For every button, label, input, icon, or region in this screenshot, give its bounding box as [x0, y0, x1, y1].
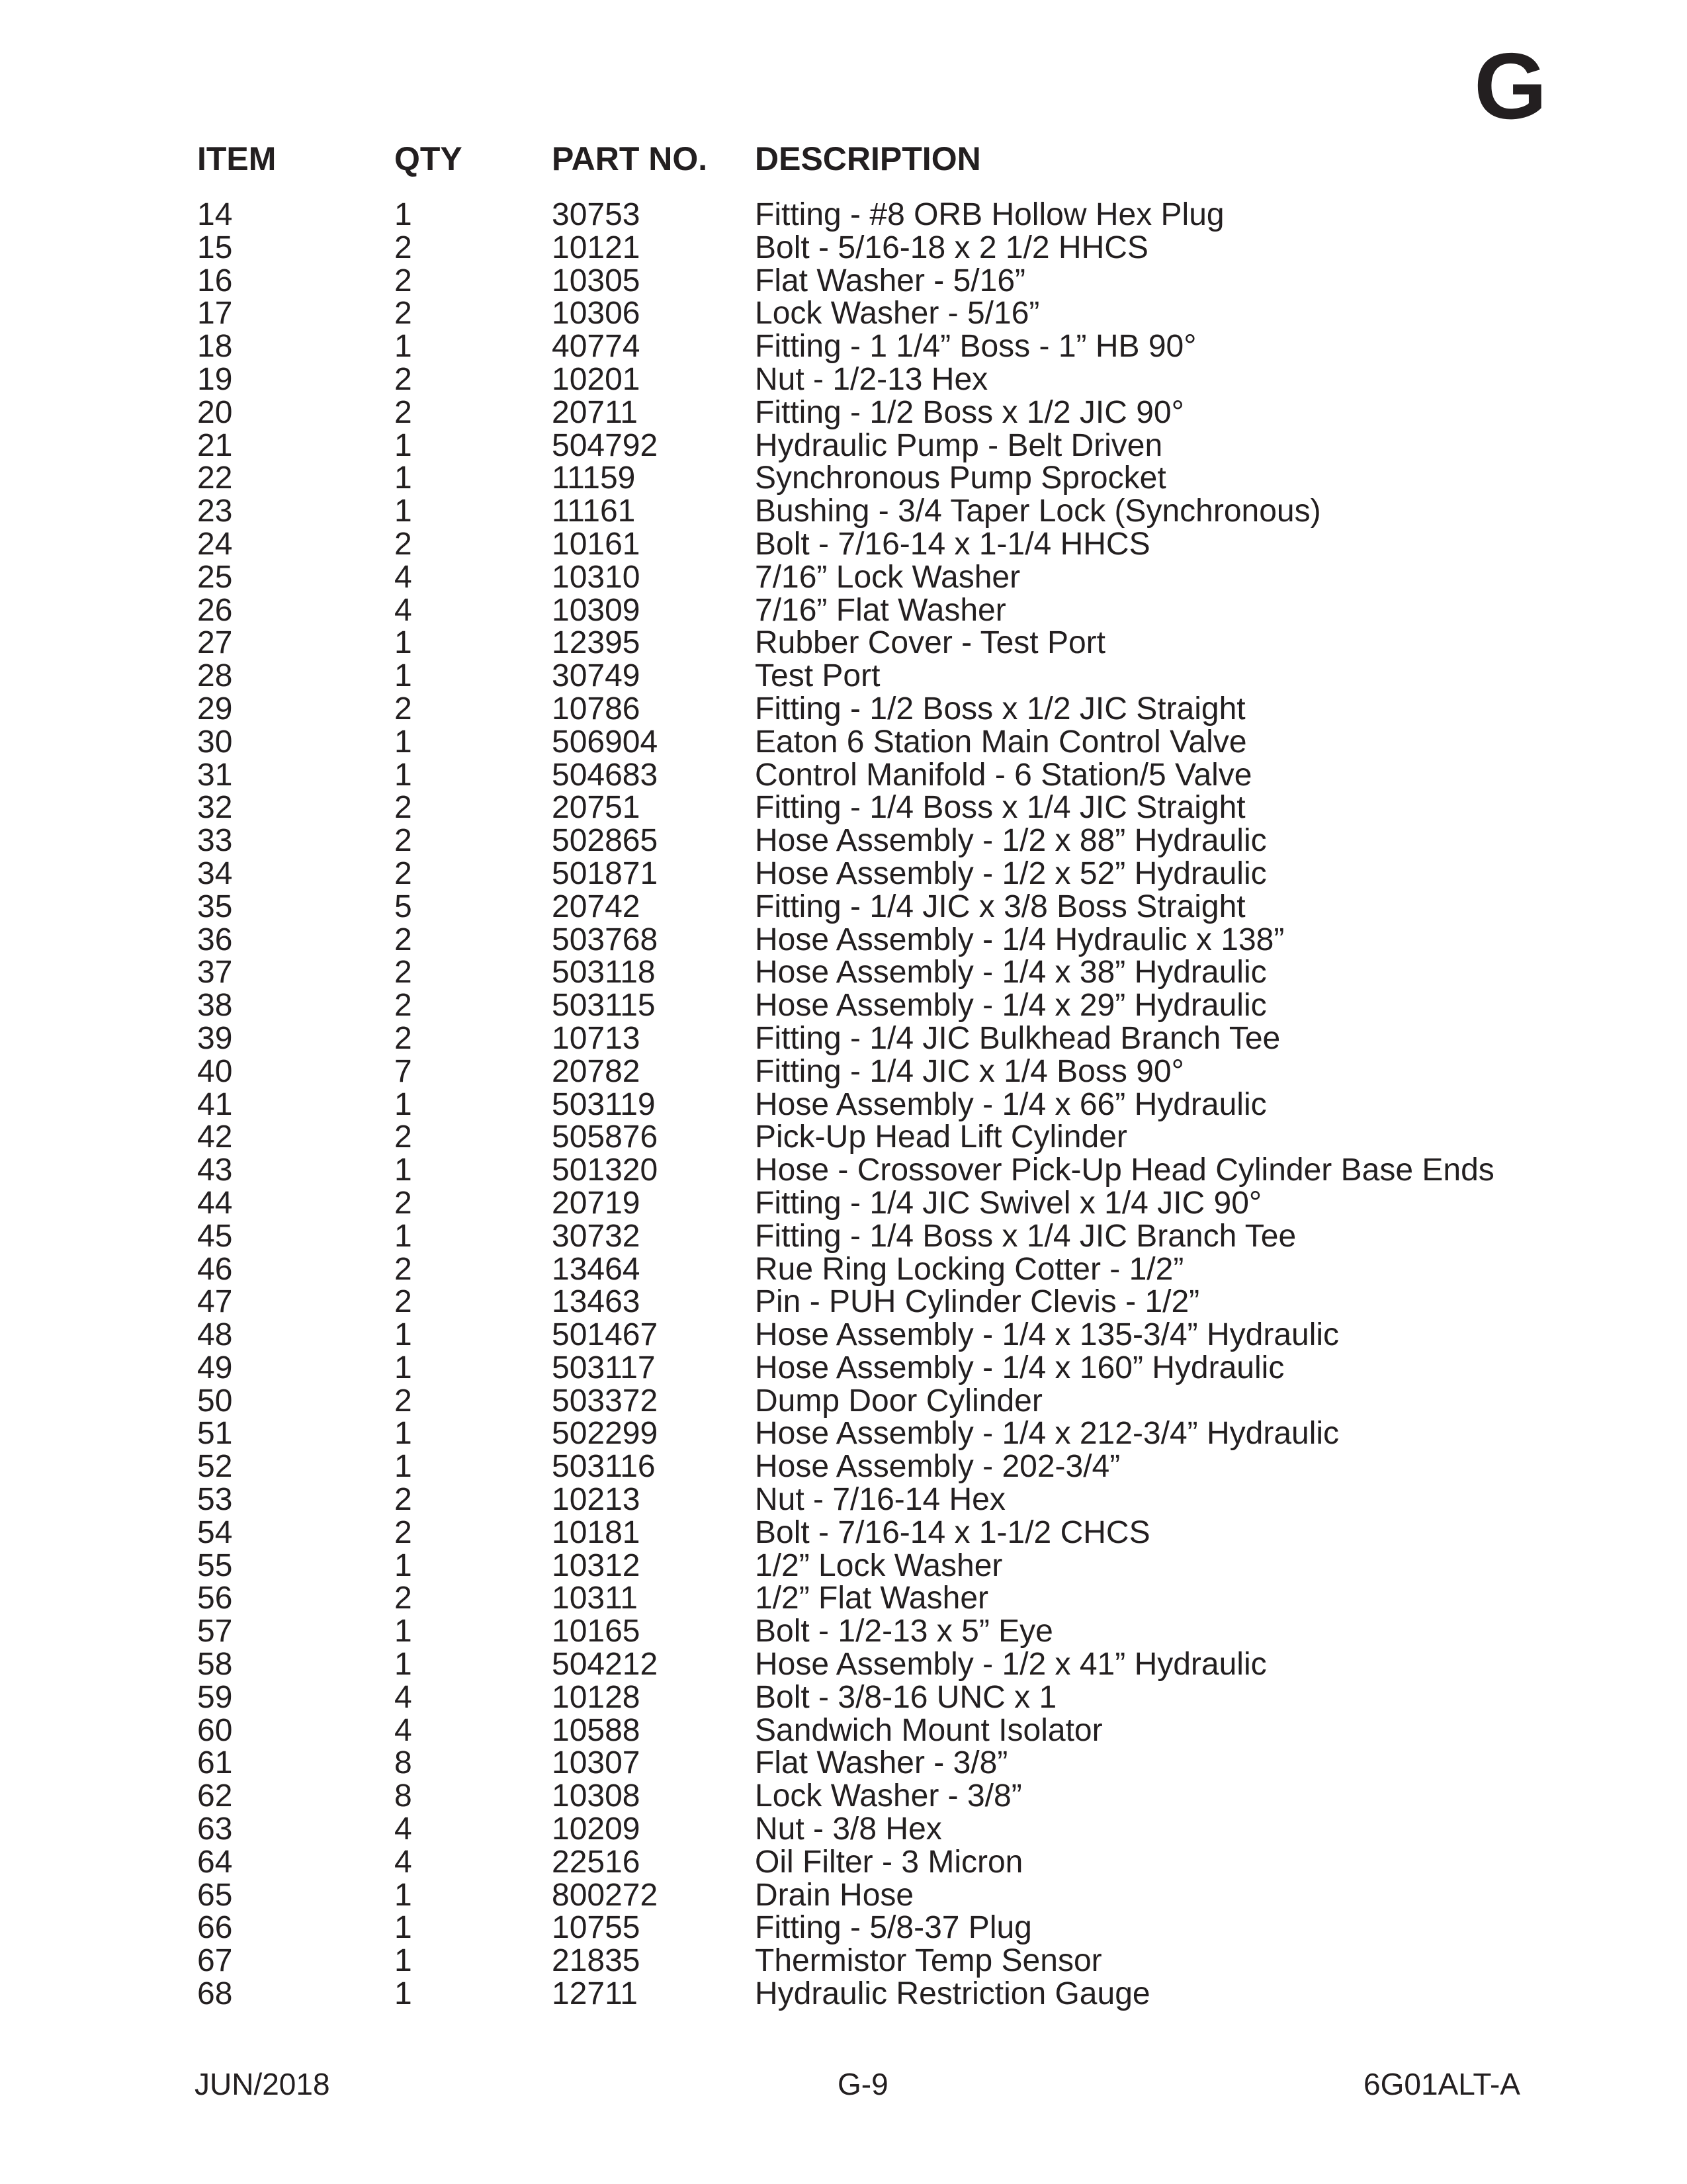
table-row [0, 1813, 1687, 1846]
row-part-no: 504792 [552, 427, 658, 463]
row-part-no: 503116 [552, 1449, 656, 1485]
table-row [0, 956, 1687, 989]
table-row [0, 363, 1687, 396]
row-qty: 1 [394, 658, 412, 694]
row-part-no: 13463 [552, 1284, 640, 1320]
row-description: Hydraulic Pump - Belt Driven [755, 427, 1163, 463]
row-qty: 1 [394, 757, 412, 793]
row-item: 46 [197, 1251, 233, 1287]
row-qty: 2 [394, 1251, 412, 1287]
section-letter: G [1474, 34, 1547, 139]
row-qty: 1 [394, 1317, 412, 1353]
row-qty: 1 [394, 1943, 412, 1979]
table-row [0, 330, 1687, 363]
row-description: Hose Assembly - 1/2 x 52” Hydraulic [755, 855, 1267, 891]
row-qty: 2 [394, 1482, 412, 1518]
row-part-no: 13464 [552, 1251, 640, 1287]
table-row [0, 265, 1687, 298]
row-description: Flat Washer - 5/16” [755, 263, 1026, 298]
table-row [0, 660, 1687, 693]
header-part-no: PART NO. [552, 140, 708, 177]
row-item: 67 [197, 1943, 233, 1979]
table-row [0, 1483, 1687, 1516]
row-qty: 1 [394, 1153, 412, 1188]
row-description: Fitting - 5/8-37 Plug [755, 1910, 1032, 1946]
table-row [0, 1253, 1687, 1286]
row-part-no: 10306 [552, 296, 640, 331]
row-item: 42 [197, 1119, 233, 1155]
row-part-no: 11161 [552, 494, 636, 529]
row-item: 68 [197, 1976, 233, 2012]
row-qty: 2 [394, 855, 412, 891]
table-row [0, 1450, 1687, 1483]
row-item: 17 [197, 296, 233, 331]
row-qty: 8 [394, 1778, 412, 1814]
row-qty: 1 [394, 1647, 412, 1682]
row-qty: 2 [394, 922, 412, 957]
row-part-no: 10311 [552, 1581, 638, 1616]
row-description: Pick-Up Head Lift Cylinder [755, 1119, 1127, 1155]
row-description: Fitting - 1/4 Boss x 1/4 JIC Straight [755, 790, 1246, 826]
table-row [0, 1417, 1687, 1450]
row-description: Hose Assembly - 1/2 x 41” Hydraulic [755, 1647, 1267, 1682]
row-description: Lock Washer - 3/8” [755, 1778, 1022, 1814]
table-row [0, 1352, 1687, 1385]
row-description: Drain Hose [755, 1877, 914, 1913]
table-row [0, 1747, 1687, 1780]
row-part-no: 503118 [552, 955, 656, 990]
row-description: Flat Washer - 3/8” [755, 1745, 1008, 1781]
header-description: DESCRIPTION [755, 140, 981, 177]
table-row [0, 198, 1687, 232]
row-description: Lock Washer - 5/16” [755, 296, 1040, 331]
row-part-no: 10786 [552, 691, 640, 726]
row-item: 39 [197, 1020, 233, 1056]
row-part-no: 10588 [552, 1712, 640, 1748]
row-description: 1/2” Lock Washer [755, 1548, 1003, 1583]
table-row [0, 1911, 1687, 1944]
row-description: 7/16” Lock Washer [755, 559, 1021, 595]
table-row [0, 1154, 1687, 1187]
row-qty: 1 [394, 329, 412, 365]
row-part-no: 10310 [552, 559, 640, 595]
row-qty: 2 [394, 361, 412, 397]
row-description: Fitting - 1/4 Boss x 1/4 JIC Branch Tee [755, 1218, 1297, 1254]
row-part-no: 40774 [552, 329, 640, 365]
row-item: 34 [197, 855, 233, 891]
row-item: 26 [197, 592, 233, 628]
row-item: 61 [197, 1745, 233, 1781]
footer-doc-code: 6G01ALT-A [1363, 2067, 1520, 2101]
row-qty: 4 [394, 592, 412, 628]
row-description: Rue Ring Locking Cotter - 1/2” [755, 1251, 1184, 1287]
table-row [0, 1550, 1687, 1583]
row-description: Nut - 3/8 Hex [755, 1812, 942, 1847]
row-qty: 2 [394, 263, 412, 298]
row-part-no: 10165 [552, 1614, 640, 1649]
row-item: 28 [197, 658, 233, 694]
table-row [0, 1978, 1687, 2011]
row-qty: 2 [394, 1119, 412, 1155]
row-part-no: 501320 [552, 1153, 658, 1188]
row-item: 56 [197, 1581, 233, 1616]
row-item: 59 [197, 1679, 233, 1715]
row-qty: 2 [394, 296, 412, 331]
row-item: 31 [197, 757, 233, 793]
row-part-no: 501871 [552, 855, 658, 891]
row-part-no: 10121 [552, 230, 640, 265]
table-row [0, 693, 1687, 726]
row-part-no: 506904 [552, 724, 658, 760]
row-part-no: 20782 [552, 1053, 640, 1089]
table-row [0, 1681, 1687, 1714]
row-item: 52 [197, 1449, 233, 1485]
row-item: 48 [197, 1317, 233, 1353]
row-qty: 1 [394, 724, 412, 760]
row-description: Fitting - 1/4 JIC Swivel x 1/4 JIC 90° [755, 1185, 1262, 1221]
row-part-no: 502299 [552, 1416, 658, 1452]
row-qty: 2 [394, 230, 412, 265]
page-footer [0, 2064, 1687, 2104]
row-item: 44 [197, 1185, 233, 1221]
row-qty: 2 [394, 790, 412, 826]
row-item: 53 [197, 1482, 233, 1518]
table-row [0, 1187, 1687, 1220]
row-part-no: 503119 [552, 1086, 656, 1122]
row-qty: 2 [394, 394, 412, 430]
row-part-no: 12711 [552, 1976, 638, 2012]
row-description: Hose Assembly - 1/4 x 38” Hydraulic [755, 955, 1267, 990]
row-item: 50 [197, 1383, 233, 1419]
row-item: 19 [197, 361, 233, 397]
row-qty: 4 [394, 559, 412, 595]
row-qty: 1 [394, 1910, 412, 1946]
row-part-no: 10181 [552, 1514, 640, 1550]
row-item: 29 [197, 691, 233, 726]
table-row [0, 1022, 1687, 1055]
row-item: 51 [197, 1416, 233, 1452]
row-part-no: 10201 [552, 361, 640, 397]
row-qty: 1 [394, 1877, 412, 1913]
row-description: Fitting - 1/4 JIC x 3/8 Boss Straight [755, 889, 1246, 924]
row-item: 16 [197, 263, 233, 298]
table-row [0, 759, 1687, 792]
table-row [0, 528, 1687, 561]
row-qty: 1 [394, 1416, 412, 1452]
row-item: 55 [197, 1548, 233, 1583]
table-row [0, 1846, 1687, 1879]
row-item: 37 [197, 955, 233, 990]
row-description: Eaton 6 Station Main Control Valve [755, 724, 1247, 760]
row-item: 54 [197, 1514, 233, 1550]
row-item: 41 [197, 1086, 233, 1122]
row-part-no: 10213 [552, 1482, 640, 1518]
row-part-no: 10209 [552, 1812, 640, 1847]
row-item: 27 [197, 625, 233, 661]
row-item: 32 [197, 790, 233, 826]
row-description: Oil Filter - 3 Micron [755, 1844, 1023, 1880]
row-part-no: 504212 [552, 1647, 658, 1682]
row-qty: 8 [394, 1745, 412, 1781]
table-row [0, 726, 1687, 759]
row-description: Synchronous Pump Sprocket [755, 460, 1166, 496]
row-part-no: 21835 [552, 1943, 640, 1979]
row-part-no: 800272 [552, 1877, 658, 1913]
table-row [0, 1780, 1687, 1813]
table-row [0, 1648, 1687, 1681]
table-row [0, 1220, 1687, 1253]
row-description: Fitting - #8 ORB Hollow Hex Plug [755, 197, 1225, 232]
row-part-no: 10755 [552, 1910, 640, 1946]
row-item: 58 [197, 1647, 233, 1682]
table-row [0, 824, 1687, 857]
row-qty: 1 [394, 625, 412, 661]
table-row [0, 1055, 1687, 1088]
row-part-no: 503372 [552, 1383, 658, 1419]
row-qty: 1 [394, 197, 412, 232]
row-item: 64 [197, 1844, 233, 1880]
table-row [0, 462, 1687, 495]
row-qty: 2 [394, 1284, 412, 1320]
row-part-no: 10305 [552, 263, 640, 298]
table-row [0, 297, 1687, 330]
row-part-no: 10312 [552, 1548, 640, 1583]
row-item: 43 [197, 1153, 233, 1188]
table-header [0, 139, 1687, 179]
row-description: Sandwich Mount Isolator [755, 1712, 1103, 1748]
table-row [0, 1516, 1687, 1550]
row-item: 18 [197, 329, 233, 365]
row-part-no: 20742 [552, 889, 640, 924]
row-description: 1/2” Flat Washer [755, 1581, 988, 1616]
row-qty: 2 [394, 1514, 412, 1550]
row-description: Dump Door Cylinder [755, 1383, 1043, 1419]
row-qty: 4 [394, 1712, 412, 1748]
row-description: Nut - 7/16-14 Hex [755, 1482, 1006, 1518]
table-row [0, 1319, 1687, 1352]
row-item: 63 [197, 1812, 233, 1847]
row-description: Bushing - 3/4 Taper Lock (Synchronous) [755, 494, 1321, 529]
header-qty: QTY [394, 140, 462, 177]
row-part-no: 10128 [552, 1679, 640, 1715]
row-qty: 2 [394, 955, 412, 990]
table-row [0, 791, 1687, 824]
row-item: 36 [197, 922, 233, 957]
header-item: ITEM [197, 140, 277, 177]
row-item: 21 [197, 427, 233, 463]
row-part-no: 503117 [552, 1350, 656, 1385]
row-part-no: 10307 [552, 1745, 640, 1781]
row-item: 30 [197, 724, 233, 760]
parts-table [0, 198, 1687, 2011]
row-description: Hose Assembly - 1/2 x 88” Hydraulic [755, 823, 1267, 859]
row-description: Hose Assembly - 1/4 x 135-3/4” Hydraulic [755, 1317, 1340, 1353]
row-item: 40 [197, 1053, 233, 1089]
row-part-no: 501467 [552, 1317, 658, 1353]
table-row [0, 1582, 1687, 1615]
row-part-no: 504683 [552, 757, 658, 793]
row-item: 25 [197, 559, 233, 595]
row-qty: 2 [394, 1185, 412, 1221]
row-part-no: 10161 [552, 526, 640, 562]
row-item: 66 [197, 1910, 233, 1946]
table-row [0, 924, 1687, 957]
row-description: Fitting - 1/2 Boss x 1/2 JIC Straight [755, 691, 1246, 726]
row-item: 24 [197, 526, 233, 562]
row-part-no: 10713 [552, 1020, 640, 1056]
row-part-no: 20719 [552, 1185, 640, 1221]
row-part-no: 22516 [552, 1844, 640, 1880]
table-row [0, 1615, 1687, 1648]
row-item: 22 [197, 460, 233, 496]
row-description: Hose Assembly - 1/4 x 29” Hydraulic [755, 988, 1267, 1024]
table-row [0, 857, 1687, 891]
table-row [0, 594, 1687, 627]
table-row [0, 1879, 1687, 1912]
table-row [0, 1121, 1687, 1154]
footer-page-number: G-9 [838, 2067, 888, 2101]
row-description: Fitting - 1/2 Boss x 1/2 JIC 90° [755, 394, 1184, 430]
row-qty: 1 [394, 1548, 412, 1583]
row-description: Fitting - 1 1/4” Boss - 1” HB 90° [755, 329, 1197, 365]
row-description: Hose - Crossover Pick-Up Head Cylinder Base Ends [755, 1153, 1494, 1188]
row-qty: 1 [394, 1449, 412, 1485]
row-qty: 2 [394, 1581, 412, 1616]
table-row [0, 1088, 1687, 1121]
row-qty: 1 [394, 1350, 412, 1385]
row-item: 20 [197, 394, 233, 430]
row-part-no: 20751 [552, 790, 640, 826]
row-qty: 5 [394, 889, 412, 924]
row-qty: 4 [394, 1844, 412, 1880]
row-qty: 7 [394, 1053, 412, 1089]
row-description: Hose Assembly - 1/4 x 66” Hydraulic [755, 1086, 1267, 1122]
row-description: 7/16” Flat Washer [755, 592, 1006, 628]
row-description: Bolt - 3/8-16 UNC x 1 [755, 1679, 1057, 1715]
row-description: Fitting - 1/4 JIC x 1/4 Boss 90° [755, 1053, 1184, 1089]
row-qty: 1 [394, 1218, 412, 1254]
row-description: Bolt - 1/2-13 x 5” Eye [755, 1614, 1053, 1649]
row-item: 15 [197, 230, 233, 265]
row-part-no: 10309 [552, 592, 640, 628]
row-item: 65 [197, 1877, 233, 1913]
row-description: Pin - PUH Cylinder Clevis - 1/2” [755, 1284, 1200, 1320]
row-description: Rubber Cover - Test Port [755, 625, 1105, 661]
row-qty: 2 [394, 691, 412, 726]
row-description: Hose Assembly - 1/4 x 212-3/4” Hydraulic [755, 1416, 1340, 1452]
row-qty: 2 [394, 1020, 412, 1056]
row-qty: 1 [394, 427, 412, 463]
row-item: 23 [197, 494, 233, 529]
row-description: Hydraulic Restriction Gauge [755, 1976, 1150, 2012]
row-qty: 2 [394, 1383, 412, 1419]
table-row [0, 1944, 1687, 1978]
row-item: 33 [197, 823, 233, 859]
row-qty: 1 [394, 460, 412, 496]
row-part-no: 30753 [552, 197, 640, 232]
row-qty: 1 [394, 1976, 412, 2012]
table-row [0, 232, 1687, 265]
row-qty: 4 [394, 1679, 412, 1715]
table-row [0, 989, 1687, 1022]
row-description: Hose Assembly - 1/4 x 160” Hydraulic [755, 1350, 1285, 1385]
row-qty: 1 [394, 1614, 412, 1649]
row-item: 49 [197, 1350, 233, 1385]
row-description: Nut - 1/2-13 Hex [755, 361, 988, 397]
row-item: 57 [197, 1614, 233, 1649]
row-part-no: 10308 [552, 1778, 640, 1814]
row-item: 45 [197, 1218, 233, 1254]
row-part-no: 11159 [552, 460, 636, 496]
row-item: 38 [197, 988, 233, 1024]
row-qty: 1 [394, 1086, 412, 1122]
table-row [0, 1286, 1687, 1319]
row-item: 60 [197, 1712, 233, 1748]
row-item: 14 [197, 197, 233, 232]
row-description: Thermistor Temp Sensor [755, 1943, 1102, 1979]
row-qty: 2 [394, 823, 412, 859]
row-description: Bolt - 7/16-14 x 1-1/2 CHCS [755, 1514, 1150, 1550]
table-row [0, 891, 1687, 924]
row-qty: 4 [394, 1812, 412, 1847]
row-part-no: 30749 [552, 658, 640, 694]
row-qty: 1 [394, 494, 412, 529]
row-item: 62 [197, 1778, 233, 1814]
row-part-no: 30732 [552, 1218, 640, 1254]
table-row [0, 1385, 1687, 1418]
row-description: Control Manifold - 6 Station/5 Valve [755, 757, 1252, 793]
row-part-no: 12395 [552, 625, 640, 661]
table-row [0, 495, 1687, 528]
row-description: Hose Assembly - 1/4 Hydraulic x 138” [755, 922, 1285, 957]
table-row [0, 1714, 1687, 1747]
row-qty: 2 [394, 526, 412, 562]
table-row [0, 396, 1687, 429]
row-description: Hose Assembly - 202-3/4” [755, 1449, 1121, 1485]
table-row [0, 627, 1687, 660]
row-part-no: 505876 [552, 1119, 658, 1155]
row-item: 35 [197, 889, 233, 924]
row-part-no: 502865 [552, 823, 658, 859]
row-part-no: 20711 [552, 394, 638, 430]
row-item: 47 [197, 1284, 233, 1320]
row-part-no: 503115 [552, 988, 656, 1024]
row-description: Test Port [755, 658, 881, 694]
table-row [0, 429, 1687, 462]
table-row [0, 561, 1687, 594]
row-description: Bolt - 7/16-14 x 1-1/4 HHCS [755, 526, 1150, 562]
row-description: Fitting - 1/4 JIC Bulkhead Branch Tee [755, 1020, 1281, 1056]
row-description: Bolt - 5/16-18 x 2 1/2 HHCS [755, 230, 1148, 265]
footer-date: JUN/2018 [195, 2067, 330, 2101]
row-part-no: 503768 [552, 922, 658, 957]
row-qty: 2 [394, 988, 412, 1024]
